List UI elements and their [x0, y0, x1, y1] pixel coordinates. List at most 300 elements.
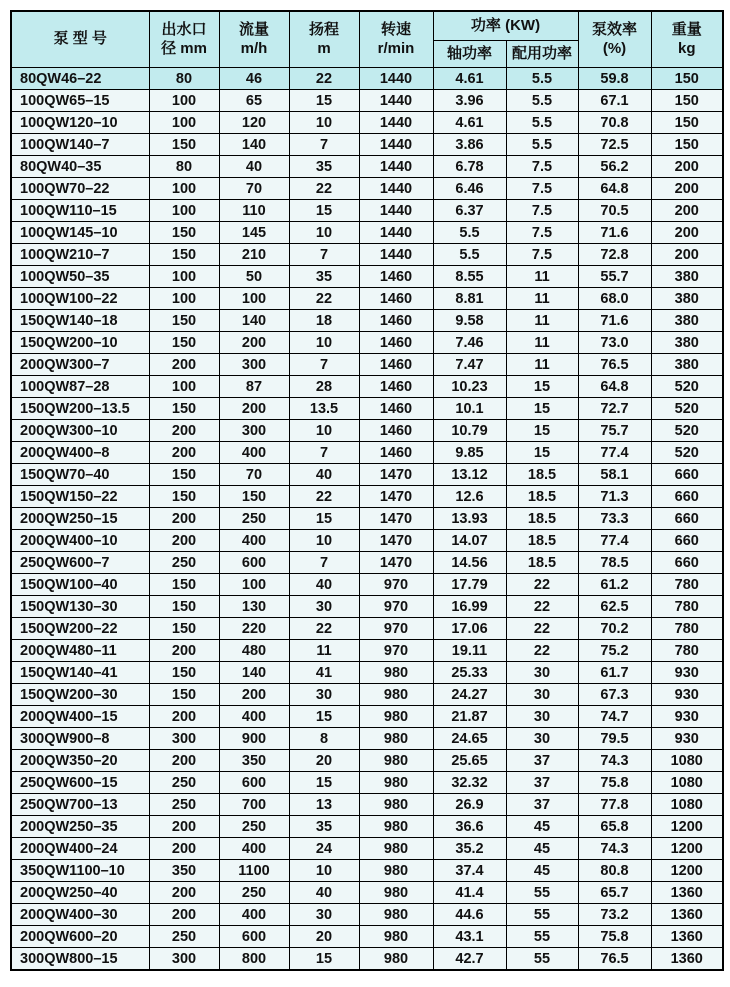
speed-cell: 980: [359, 882, 433, 904]
shaft-power-cell: 13.93: [433, 508, 506, 530]
rated-power-cell: 55: [506, 904, 578, 926]
flow-rate-cell: 150: [219, 486, 289, 508]
weight-cell: 200: [651, 156, 723, 178]
rated-power-cell: 5.5: [506, 134, 578, 156]
outlet-diameter-cell: 200: [149, 508, 219, 530]
pump-model-cell: 200QW350–20: [11, 750, 149, 772]
efficiency-cell: 56.2: [578, 156, 651, 178]
table-row: [11, 618, 723, 640]
table-row: [11, 706, 723, 728]
weight-cell: 200: [651, 244, 723, 266]
head-cell: 22: [289, 288, 359, 310]
efficiency-cell: 75.2: [578, 640, 651, 662]
table-row: [11, 288, 723, 310]
table-row: [11, 332, 723, 354]
weight-cell: 1080: [651, 750, 723, 772]
shaft-power-cell: 10.23: [433, 376, 506, 398]
pump-model-cell: 150QW200–10: [11, 332, 149, 354]
weight-cell: 1200: [651, 838, 723, 860]
outlet-diameter-cell: 150: [149, 618, 219, 640]
weight-cell: 1360: [651, 904, 723, 926]
efficiency-cell: 75.7: [578, 420, 651, 442]
flow-rate-cell: 600: [219, 772, 289, 794]
head-cell: 35: [289, 266, 359, 288]
rated-power-cell: 11: [506, 310, 578, 332]
efficiency-cell: 64.8: [578, 178, 651, 200]
flow-rate-cell: 65: [219, 90, 289, 112]
efficiency-cell: 67.1: [578, 90, 651, 112]
head-cell: 15: [289, 948, 359, 971]
outlet-diameter-cell: 80: [149, 156, 219, 178]
weight-cell: 780: [651, 618, 723, 640]
pump-model-cell: 150QW100–40: [11, 574, 149, 596]
shaft-power-cell: 8.55: [433, 266, 506, 288]
table-row: [11, 156, 723, 178]
speed-cell: 1440: [359, 200, 433, 222]
weight-cell: 1080: [651, 772, 723, 794]
head-cell: 11: [289, 640, 359, 662]
weight-cell: 150: [651, 68, 723, 90]
header-weight: 重量 kg: [651, 11, 723, 68]
rated-power-cell: 15: [506, 420, 578, 442]
flow-rate-cell: 130: [219, 596, 289, 618]
outlet-diameter-cell: 250: [149, 772, 219, 794]
table-row: [11, 464, 723, 486]
flow-rate-cell: 300: [219, 420, 289, 442]
efficiency-cell: 70.2: [578, 618, 651, 640]
efficiency-cell: 71.6: [578, 310, 651, 332]
weight-cell: 1080: [651, 794, 723, 816]
efficiency-cell: 74.7: [578, 706, 651, 728]
outlet-diameter-cell: 150: [149, 332, 219, 354]
pump-model-cell: 100QW140–7: [11, 134, 149, 156]
pump-model-cell: 100QW50–35: [11, 266, 149, 288]
head-cell: 8: [289, 728, 359, 750]
table-row: [11, 68, 723, 90]
pump-model-cell: 100QW210–7: [11, 244, 149, 266]
efficiency-cell: 71.6: [578, 222, 651, 244]
pump-model-cell: 200QW300–10: [11, 420, 149, 442]
outlet-diameter-cell: 150: [149, 684, 219, 706]
flow-rate-cell: 400: [219, 706, 289, 728]
table-row: [11, 772, 723, 794]
outlet-diameter-cell: 100: [149, 376, 219, 398]
efficiency-cell: 75.8: [578, 772, 651, 794]
pump-model-cell: 200QW400–15: [11, 706, 149, 728]
outlet-diameter-cell: 350: [149, 860, 219, 882]
weight-cell: 660: [651, 530, 723, 552]
pump-model-cell: 150QW200–13.5: [11, 398, 149, 420]
weight-cell: 1360: [651, 926, 723, 948]
flow-rate-cell: 300: [219, 354, 289, 376]
outlet-diameter-cell: 200: [149, 706, 219, 728]
header-efficiency: 泵效率 (%): [578, 11, 651, 68]
pump-model-cell: 150QW140–18: [11, 310, 149, 332]
table-row: [11, 684, 723, 706]
outlet-diameter-cell: 200: [149, 354, 219, 376]
rated-power-cell: 55: [506, 948, 578, 971]
head-cell: 35: [289, 156, 359, 178]
weight-cell: 520: [651, 376, 723, 398]
head-cell: 10: [289, 530, 359, 552]
pump-model-cell: 250QW600–7: [11, 552, 149, 574]
weight-cell: 520: [651, 420, 723, 442]
speed-cell: 1460: [359, 420, 433, 442]
shaft-power-cell: 26.9: [433, 794, 506, 816]
table-row: [11, 882, 723, 904]
efficiency-cell: 58.1: [578, 464, 651, 486]
flow-rate-cell: 46: [219, 68, 289, 90]
efficiency-cell: 74.3: [578, 838, 651, 860]
rated-power-cell: 11: [506, 354, 578, 376]
rated-power-cell: 22: [506, 574, 578, 596]
table-row: [11, 838, 723, 860]
shaft-power-cell: 10.1: [433, 398, 506, 420]
weight-cell: 780: [651, 596, 723, 618]
head-cell: 20: [289, 926, 359, 948]
rated-power-cell: 45: [506, 816, 578, 838]
header-rated-power: 配用功率: [506, 41, 578, 68]
outlet-diameter-cell: 150: [149, 398, 219, 420]
speed-cell: 980: [359, 706, 433, 728]
flow-rate-cell: 600: [219, 552, 289, 574]
rated-power-cell: 22: [506, 618, 578, 640]
head-cell: 20: [289, 750, 359, 772]
pump-model-cell: 150QW200–22: [11, 618, 149, 640]
outlet-diameter-cell: 100: [149, 288, 219, 310]
speed-cell: 1470: [359, 552, 433, 574]
efficiency-cell: 65.7: [578, 882, 651, 904]
shaft-power-cell: 5.5: [433, 222, 506, 244]
shaft-power-cell: 6.78: [433, 156, 506, 178]
header-head: 扬程 m: [289, 11, 359, 68]
outlet-diameter-cell: 80: [149, 68, 219, 90]
head-cell: 7: [289, 442, 359, 464]
rated-power-cell: 22: [506, 640, 578, 662]
head-cell: 40: [289, 464, 359, 486]
table-row: [11, 134, 723, 156]
outlet-diameter-cell: 200: [149, 640, 219, 662]
outlet-diameter-cell: 150: [149, 244, 219, 266]
table-row: [11, 596, 723, 618]
pump-model-cell: 200QW400–10: [11, 530, 149, 552]
pump-model-cell: 150QW200–30: [11, 684, 149, 706]
table-row: [11, 904, 723, 926]
rated-power-cell: 7.5: [506, 200, 578, 222]
speed-cell: 980: [359, 838, 433, 860]
efficiency-cell: 73.2: [578, 904, 651, 926]
head-cell: 7: [289, 354, 359, 376]
flow-rate-cell: 100: [219, 574, 289, 596]
weight-cell: 660: [651, 486, 723, 508]
table-row: [11, 266, 723, 288]
shaft-power-cell: 25.65: [433, 750, 506, 772]
flow-rate-cell: 110: [219, 200, 289, 222]
head-cell: 7: [289, 244, 359, 266]
shaft-power-cell: 35.2: [433, 838, 506, 860]
shaft-power-cell: 14.56: [433, 552, 506, 574]
pump-model-cell: 100QW70–22: [11, 178, 149, 200]
weight-cell: 150: [651, 134, 723, 156]
rated-power-cell: 55: [506, 882, 578, 904]
shaft-power-cell: 25.33: [433, 662, 506, 684]
speed-cell: 1460: [359, 398, 433, 420]
head-cell: 13.5: [289, 398, 359, 420]
weight-cell: 380: [651, 332, 723, 354]
efficiency-cell: 67.3: [578, 684, 651, 706]
outlet-diameter-cell: 250: [149, 794, 219, 816]
flow-rate-cell: 70: [219, 178, 289, 200]
efficiency-cell: 65.8: [578, 816, 651, 838]
shaft-power-cell: 3.96: [433, 90, 506, 112]
efficiency-cell: 70.8: [578, 112, 651, 134]
flow-rate-cell: 210: [219, 244, 289, 266]
flow-rate-cell: 400: [219, 442, 289, 464]
rated-power-cell: 18.5: [506, 530, 578, 552]
head-cell: 15: [289, 508, 359, 530]
rated-power-cell: 5.5: [506, 68, 578, 90]
table-row: [11, 750, 723, 772]
pump-model-cell: 100QW100–22: [11, 288, 149, 310]
flow-rate-cell: 120: [219, 112, 289, 134]
flow-rate-cell: 350: [219, 750, 289, 772]
shaft-power-cell: 4.61: [433, 112, 506, 134]
rated-power-cell: 15: [506, 442, 578, 464]
head-cell: 40: [289, 574, 359, 596]
weight-cell: 200: [651, 200, 723, 222]
speed-cell: 980: [359, 904, 433, 926]
outlet-diameter-cell: 200: [149, 750, 219, 772]
flow-rate-cell: 400: [219, 838, 289, 860]
weight-cell: 1200: [651, 860, 723, 882]
efficiency-cell: 64.8: [578, 376, 651, 398]
header-flow-rate: 流量 m/h: [219, 11, 289, 68]
flow-rate-cell: 50: [219, 266, 289, 288]
table-row: [11, 508, 723, 530]
shaft-power-cell: 24.65: [433, 728, 506, 750]
head-cell: 28: [289, 376, 359, 398]
table-row: [11, 398, 723, 420]
outlet-diameter-cell: 200: [149, 420, 219, 442]
head-cell: 10: [289, 332, 359, 354]
flow-rate-cell: 200: [219, 684, 289, 706]
efficiency-cell: 70.5: [578, 200, 651, 222]
weight-cell: 930: [651, 684, 723, 706]
weight-cell: 200: [651, 222, 723, 244]
speed-cell: 1440: [359, 90, 433, 112]
flow-rate-cell: 145: [219, 222, 289, 244]
efficiency-cell: 79.5: [578, 728, 651, 750]
speed-cell: 1460: [359, 266, 433, 288]
flow-rate-cell: 400: [219, 904, 289, 926]
flow-rate-cell: 480: [219, 640, 289, 662]
speed-cell: 980: [359, 684, 433, 706]
speed-cell: 970: [359, 574, 433, 596]
table-row: [11, 662, 723, 684]
table-row: [11, 574, 723, 596]
weight-cell: 1360: [651, 948, 723, 971]
head-cell: 15: [289, 706, 359, 728]
table-row: [11, 200, 723, 222]
flow-rate-cell: 200: [219, 332, 289, 354]
head-cell: 35: [289, 816, 359, 838]
head-cell: 10: [289, 112, 359, 134]
pump-model-cell: 150QW140–41: [11, 662, 149, 684]
pump-model-cell: 80QW46–22: [11, 68, 149, 90]
pump-model-cell: 100QW87–28: [11, 376, 149, 398]
speed-cell: 1470: [359, 486, 433, 508]
speed-cell: 980: [359, 750, 433, 772]
rated-power-cell: 7.5: [506, 156, 578, 178]
efficiency-cell: 68.0: [578, 288, 651, 310]
speed-cell: 1440: [359, 134, 433, 156]
speed-cell: 1470: [359, 464, 433, 486]
efficiency-cell: 61.2: [578, 574, 651, 596]
rated-power-cell: 11: [506, 288, 578, 310]
weight-cell: 520: [651, 398, 723, 420]
pump-model-cell: 100QW120–10: [11, 112, 149, 134]
rated-power-cell: 30: [506, 728, 578, 750]
flow-rate-cell: 250: [219, 508, 289, 530]
rated-power-cell: 11: [506, 266, 578, 288]
efficiency-cell: 76.5: [578, 354, 651, 376]
table-row: [11, 90, 723, 112]
flow-rate-cell: 87: [219, 376, 289, 398]
pump-model-cell: 150QW70–40: [11, 464, 149, 486]
rated-power-cell: 22: [506, 596, 578, 618]
header-speed: 转速 r/min: [359, 11, 433, 68]
rated-power-cell: 15: [506, 376, 578, 398]
weight-cell: 200: [651, 178, 723, 200]
shaft-power-cell: 12.6: [433, 486, 506, 508]
efficiency-cell: 62.5: [578, 596, 651, 618]
shaft-power-cell: 44.6: [433, 904, 506, 926]
rated-power-cell: 7.5: [506, 222, 578, 244]
rated-power-cell: 7.5: [506, 178, 578, 200]
head-cell: 15: [289, 200, 359, 222]
shaft-power-cell: 17.06: [433, 618, 506, 640]
flow-rate-cell: 200: [219, 398, 289, 420]
rated-power-cell: 30: [506, 684, 578, 706]
speed-cell: 1470: [359, 508, 433, 530]
efficiency-cell: 77.4: [578, 442, 651, 464]
shaft-power-cell: 19.11: [433, 640, 506, 662]
weight-cell: 930: [651, 706, 723, 728]
speed-cell: 1460: [359, 288, 433, 310]
weight-cell: 660: [651, 464, 723, 486]
efficiency-cell: 78.5: [578, 552, 651, 574]
speed-cell: 1440: [359, 178, 433, 200]
rated-power-cell: 37: [506, 750, 578, 772]
head-cell: 10: [289, 222, 359, 244]
pump-model-cell: 200QW250–35: [11, 816, 149, 838]
shaft-power-cell: 42.7: [433, 948, 506, 971]
speed-cell: 980: [359, 794, 433, 816]
efficiency-cell: 75.8: [578, 926, 651, 948]
speed-cell: 1440: [359, 222, 433, 244]
head-cell: 24: [289, 838, 359, 860]
speed-cell: 1440: [359, 156, 433, 178]
shaft-power-cell: 17.79: [433, 574, 506, 596]
header-power-group: 功率 (KW): [433, 11, 578, 41]
flow-rate-cell: 70: [219, 464, 289, 486]
pump-model-cell: 80QW40–35: [11, 156, 149, 178]
head-cell: 10: [289, 420, 359, 442]
outlet-diameter-cell: 150: [149, 662, 219, 684]
weight-cell: 660: [651, 552, 723, 574]
rated-power-cell: 18.5: [506, 508, 578, 530]
flow-rate-cell: 250: [219, 816, 289, 838]
shaft-power-cell: 6.46: [433, 178, 506, 200]
flow-rate-cell: 800: [219, 948, 289, 971]
efficiency-cell: 72.8: [578, 244, 651, 266]
pump-model-cell: 200QW600–20: [11, 926, 149, 948]
pump-model-cell: 150QW150–22: [11, 486, 149, 508]
head-cell: 15: [289, 772, 359, 794]
weight-cell: 380: [651, 266, 723, 288]
pump-model-cell: 150QW130–30: [11, 596, 149, 618]
shaft-power-cell: 41.4: [433, 882, 506, 904]
rated-power-cell: 30: [506, 706, 578, 728]
outlet-diameter-cell: 200: [149, 442, 219, 464]
efficiency-cell: 80.8: [578, 860, 651, 882]
pump-model-cell: 200QW250–15: [11, 508, 149, 530]
shaft-power-cell: 24.27: [433, 684, 506, 706]
speed-cell: 1470: [359, 530, 433, 552]
shaft-power-cell: 9.58: [433, 310, 506, 332]
rated-power-cell: 45: [506, 860, 578, 882]
rated-power-cell: 45: [506, 838, 578, 860]
pump-spec-table: [10, 10, 724, 971]
shaft-power-cell: 9.85: [433, 442, 506, 464]
flow-rate-cell: 700: [219, 794, 289, 816]
head-cell: 18: [289, 310, 359, 332]
header-pump-model: 泵 型 号: [11, 11, 149, 68]
table-row: [11, 222, 723, 244]
head-cell: 7: [289, 134, 359, 156]
outlet-diameter-cell: 200: [149, 838, 219, 860]
head-cell: 10: [289, 860, 359, 882]
table-row: [11, 948, 723, 971]
flow-rate-cell: 600: [219, 926, 289, 948]
shaft-power-cell: 7.47: [433, 354, 506, 376]
outlet-diameter-cell: 150: [149, 486, 219, 508]
speed-cell: 1440: [359, 244, 433, 266]
head-cell: 15: [289, 90, 359, 112]
speed-cell: 980: [359, 728, 433, 750]
outlet-diameter-cell: 200: [149, 530, 219, 552]
shaft-power-cell: 14.07: [433, 530, 506, 552]
table-row: [11, 244, 723, 266]
rated-power-cell: 5.5: [506, 90, 578, 112]
speed-cell: 1460: [359, 376, 433, 398]
speed-cell: 970: [359, 618, 433, 640]
head-cell: 30: [289, 684, 359, 706]
shaft-power-cell: 6.37: [433, 200, 506, 222]
pump-model-cell: 100QW65–15: [11, 90, 149, 112]
speed-cell: 980: [359, 926, 433, 948]
speed-cell: 980: [359, 772, 433, 794]
shaft-power-cell: 37.4: [433, 860, 506, 882]
table-row: [11, 354, 723, 376]
rated-power-cell: 37: [506, 794, 578, 816]
weight-cell: 380: [651, 310, 723, 332]
weight-cell: 1200: [651, 816, 723, 838]
weight-cell: 1360: [651, 882, 723, 904]
table-row: [11, 310, 723, 332]
outlet-diameter-cell: 150: [149, 574, 219, 596]
head-cell: 7: [289, 552, 359, 574]
